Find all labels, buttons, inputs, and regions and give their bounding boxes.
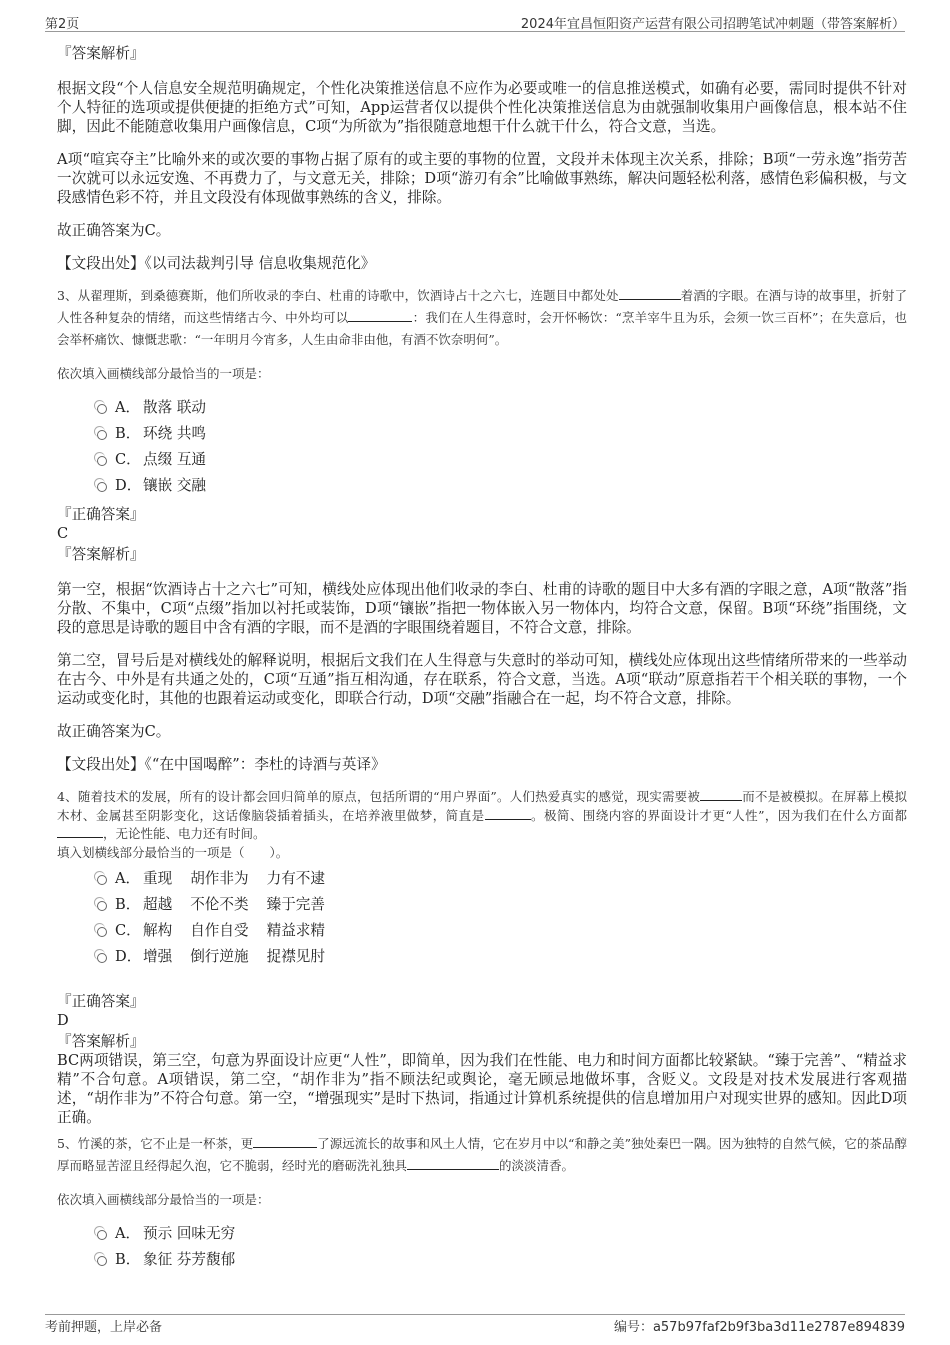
correct-answer-label: 『正确答案』 xyxy=(57,506,145,523)
analysis-paragraph: 根据文段“个人信息安全规范明确规定，个性化决策推送信息不应作为必要或唯一的信息推送模式，如确有必要，需同时提供不针对个人特征的选项或提供便捷的拒绝方式”可知，App运营者仅以提供个性化决策推送信息为由就强制收集用户画像信息，根本站不住脚，因此不能随意收集用户画像信息，C项“为所欲为”指很随意地想干什么就干什么，符合文意，当选。 xyxy=(57,80,907,135)
question-stem: 3、从翟理斯，到桑德赛斯，他们所收录的李白、杜甫的诗歌中，饮酒诗占十之六七，连题目中都处处 着酒的字眼。在酒与诗的故事里，折射了人性各种复杂的情绪，而这些情绪古今、中外均可以 ：我们在人生得意时，会开怀畅饮：“烹羊宰牛且为乐，会须一饮三百杯”；在失意后，也会举杯痛饮、慷慨悲歌：“一年明月今宵多，人生由命非由他，有酒不饮奈明何”。 xyxy=(57,288,907,347)
header-divider xyxy=(45,31,905,32)
radio-icon[interactable] xyxy=(97,927,107,937)
footer-slogan: 考前押题，上岸必备 xyxy=(45,1320,163,1335)
radio-icon[interactable] xyxy=(97,404,107,414)
page-content xyxy=(57,44,907,1273)
analysis-paragraph: 第二空，冒号后是对横线处的解释说明，根据后文我们在人生得意与失意时的举动可知，横线处应体现出这些情绪所带来的一些举动在古今、中外是有共通之处的，C项“互通”指互相沟通，存在联系，符合文意，当选。A项“联动”原意指若干个相关联的事物，一个运动或变化时，其他的也跟着运动或变化，即联合行动，D项“交融”指融合在一起，均不符合文意，排除。 xyxy=(57,652,907,707)
analysis-paragraph: A项“喧宾夺主”比喻外来的或次要的事物占据了原有的或主要的事物的位置，文段并未体现主次关系，排除；B项“一劳永逸”指劳苦一次就可以永远安逸、不再费力了，与文意无关，排除；D项“游刃有余”比喻做事熟练，解决问题轻松利落，感情色彩偏积极，与文段感情色彩不符，并且文段没有体现做事熟练的含义，排除。 xyxy=(57,151,907,206)
analysis-paragraph: BC两项错误，第三空，句意为界面设计应更“人性”，即简单，因为我们在性能、电力和时间方面都比较紧缺。“臻于完善”、“精益求精”不合句意。A项错误，第二空，“胡作非为”指不顾法纪或舆论，毫无顾忌地做坏事，含贬义。文段是对技术发展进行客观描述，“胡作非为”不符合句意。第一空，“增强现实”是时下热词，指通过计算机系统提供的信息增加用户对现实世界的感知。因此D项正确。 xyxy=(57,1052,907,1126)
option-c[interactable]: C． 解构 自作自受 精益求精 xyxy=(57,918,907,944)
question-prompt: 依次填入画横线部分最恰当的一项是： xyxy=(57,1192,270,1207)
option-list xyxy=(57,1221,907,1273)
radio-icon[interactable] xyxy=(97,901,107,911)
radio-icon[interactable] xyxy=(97,430,107,440)
footer-divider xyxy=(45,1314,905,1315)
option-list xyxy=(57,866,907,970)
option-a[interactable]: A． 预示 回味无穷 xyxy=(57,1221,907,1247)
radio-icon[interactable] xyxy=(97,456,107,466)
option-a[interactable]: A． 重现 胡作非为 力有不逮 xyxy=(57,866,907,892)
page-header xyxy=(45,10,905,30)
option-list xyxy=(57,395,907,499)
radio-icon[interactable] xyxy=(97,1256,107,1266)
analysis-label: 『答案解析』 xyxy=(57,45,145,62)
correct-answer: D xyxy=(57,1012,69,1029)
option-b[interactable]: B． 超越 不伦不类 臻于完善 xyxy=(57,892,907,918)
question-stem: 5、竹溪的茶，它不止是一杯茶，更 了源远流长的故事和风土人情，它在岁月中以“和静之美”独处秦巴一隅。因为独特的自然气候，它的茶品醇厚而略显苦涩且经得起久泡，它不脆弱，经时光的磨砺洗礼独具 的淡淡清香。 xyxy=(57,1136,907,1173)
radio-icon[interactable] xyxy=(97,1230,107,1240)
analysis-paragraph: 第一空，根据“饮酒诗占十之六七”可知，横线处应体现出他们收录的李白、杜甫的诗歌的题目中大多有酒的字眼之意，A项“散落”指分散、不集中，C项“点缀”指加以衬托或装饰，D项“镶嵌”指把一物体嵌入另一物体内，均符合文意，保留。B项“环绕”指围绕，文段的意思是诗歌的题目中含有酒的字眼，而不是酒的字眼围绕着题目，不符合文意，排除。 xyxy=(57,581,907,636)
analysis-label: 『答案解析』 xyxy=(57,1033,145,1050)
source-citation: 【文段出处】《“在中国喝醉”：李杜的诗酒与英译》 xyxy=(57,756,386,773)
question-prompt: 填入划横线部分最恰当的一项是（ ）。 xyxy=(57,844,289,860)
correct-answer-label: 『正确答案』 xyxy=(57,993,145,1010)
correct-answer: C xyxy=(57,525,69,542)
question-prompt: 依次填入画横线部分最恰当的一项是： xyxy=(57,366,270,381)
question-stem: 4、随着技术的发展，所有的设计都会回归简单的原点，包括所谓的“用户界面”。人们热爱真实的感觉，现实需要被 而不是被模拟。在屏幕上模拟木材、金属甚至阴影变化，这话像脑袋插着插头，在培养液里做梦，简直是 。极简、围绕内容的界面设计才更“人性”，因为我们在什么方面都，无论性能、电力还有时间。 xyxy=(57,789,907,841)
radio-icon[interactable] xyxy=(97,875,107,885)
option-b[interactable]: B． 环绕 共鸣 xyxy=(57,421,907,447)
option-d[interactable]: D． 增强 倒行逆施 捉襟见肘 xyxy=(57,944,907,970)
conclusion: 故正确答案为C。 xyxy=(57,723,171,740)
option-c[interactable]: C． 点缀 互通 xyxy=(57,447,907,473)
source-citation: 【文段出处】《以司法裁判引导 信息收集规范化》 xyxy=(57,255,376,272)
analysis-label: 『答案解析』 xyxy=(57,546,145,563)
radio-icon[interactable] xyxy=(97,953,107,963)
conclusion: 故正确答案为C。 xyxy=(57,222,171,239)
page-number: 第2页 xyxy=(45,17,80,32)
radio-icon[interactable] xyxy=(97,482,107,492)
option-d[interactable]: D． 镶嵌 交融 xyxy=(57,473,907,499)
document-id: 编号：a57b97faf2b9f3ba3d11e2787e894839 xyxy=(613,1320,905,1335)
option-b[interactable]: B． 象征 芬芳馥郁 xyxy=(57,1247,907,1273)
document-title: 2024年宜昌恒阳资产运营有限公司招聘笔试冲刺题（带答案解析） xyxy=(520,17,905,32)
option-a[interactable]: A． 散落 联动 xyxy=(57,395,907,421)
